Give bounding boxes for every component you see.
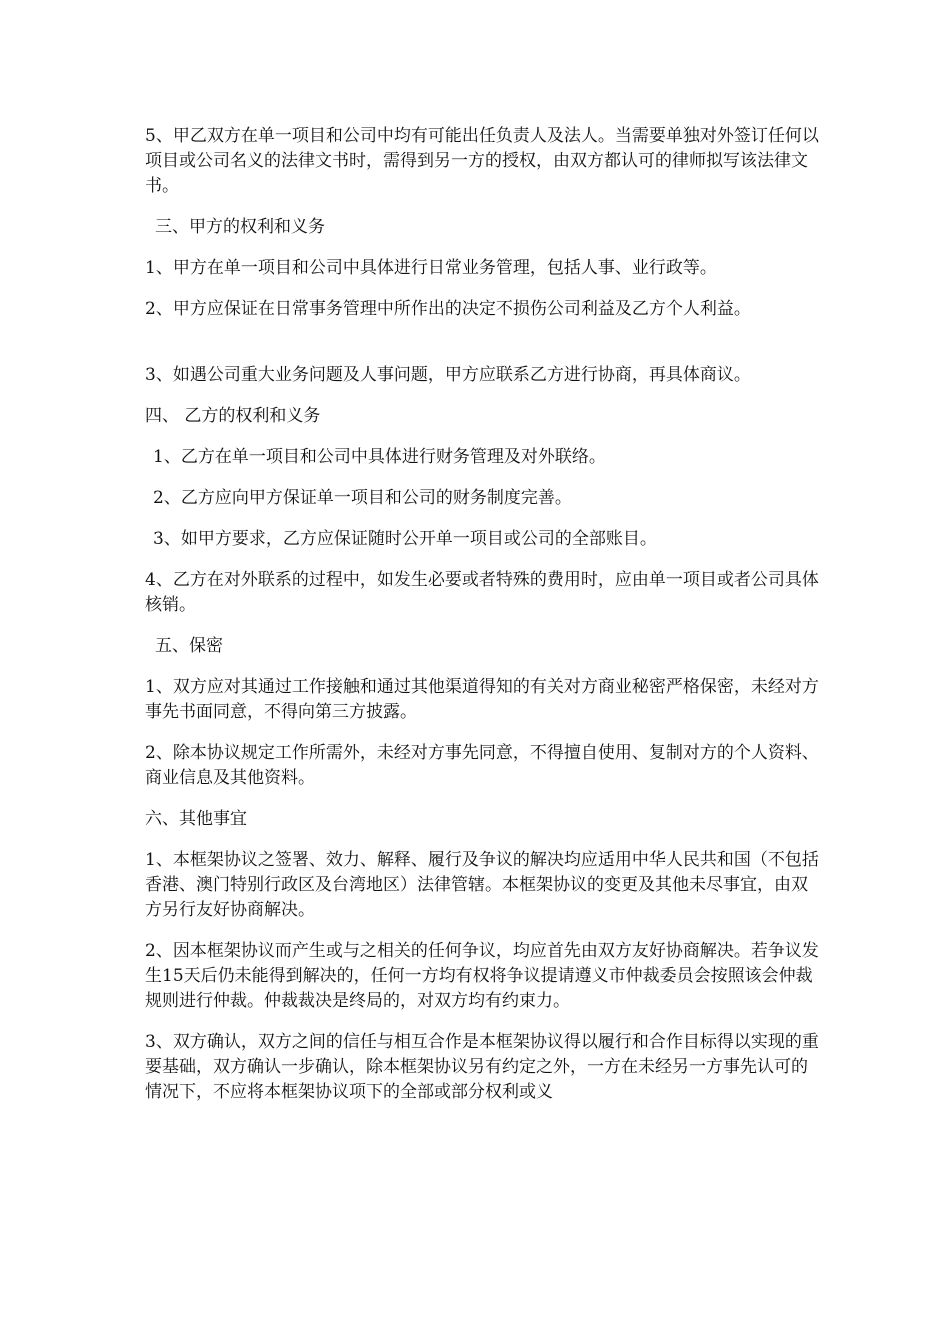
clause-6-3: 3、双方确认，双方之间的信任与相互合作是本框架协议得以履行和合作目标得以实现的重要基础，双方确认一步确认，除本框架协议另有约定之外，一方在未经另一方事先认可的情况下，不应将本框架协议项下的全部或部分权利或义 — [145, 1032, 819, 1102]
clause-3-1: 1、甲方在单一项目和公司中具体进行日常业务管理，包括人事、业行政等。 — [145, 258, 717, 278]
clause-5-1: 1、双方应对其通过工作接触和通过其他渠道得知的有关对方商业秘密严格保密，未经对方事先书面同意，不得向第三方披露。 — [145, 677, 819, 722]
clause-4-1: 1、乙方在单一项目和公司中具体进行财务管理及对外联络。 — [153, 447, 606, 467]
clause-5-2: 2、除本协议规定工作所需外，未经对方事先同意，不得擅自使用、复制对方的个人资料、商业信息及其他资料。 — [145, 743, 819, 788]
section-heading-4: 四、 乙方的权利和义务 — [145, 406, 321, 426]
clause-4-2: 2、乙方应向甲方保证单一项目和公司的财务制度完善。 — [153, 488, 572, 508]
clause-4-3: 3、如甲方要求，乙方应保证随时公开单一项目或公司的全部账目。 — [153, 529, 657, 549]
section-heading-6: 六、其他事宜 — [145, 809, 247, 829]
clause-6-1: 1、本框架协议之签署、效力、解释、履行及争议的解决均应适用中华人民共和国（不包括香港、澳门特别行政区及台湾地区）法律管辖。本框架协议的变更及其他未尽事宜，由双方另行友好协商解决。 — [145, 850, 819, 920]
document-body — [145, 124, 820, 1121]
clause-3-3: 3、如遇公司重大业务问题及人事问题，甲方应联系乙方进行协商，再具体商议。 — [145, 365, 751, 385]
clause-6-2: 2、因本框架协议而产生或与之相关的任何争议，均应首先由双方友好协商解决。若争议发生15天后仍未能得到解决的，任何一方均有权将争议提请遵义市仲裁委员会按照该会仲裁规则进行仲裁。仲裁裁决是终局的，对双方均有约束力。 — [145, 941, 819, 1011]
clause-3-2: 2、甲方应保证在日常事务管理中所作出的决定不损伤公司利益及乙方个人利益。 — [145, 299, 751, 319]
clause-2-5: 5、甲乙双方在单一项目和公司中均有可能出任负责人及法人。当需要单独对外签订任何以项目或公司名义的法律文书时，需得到另一方的授权，由双方都认可的律师拟写该法律文书。 — [145, 126, 819, 196]
section-heading-5: 五、保密 — [155, 636, 223, 656]
clause-4-4: 4、乙方在对外联系的过程中，如发生必要或者特殊的费用时，应由单一项目或者公司具体核销。 — [145, 570, 819, 615]
section-heading-3: 三、甲方的权利和义务 — [155, 217, 325, 237]
